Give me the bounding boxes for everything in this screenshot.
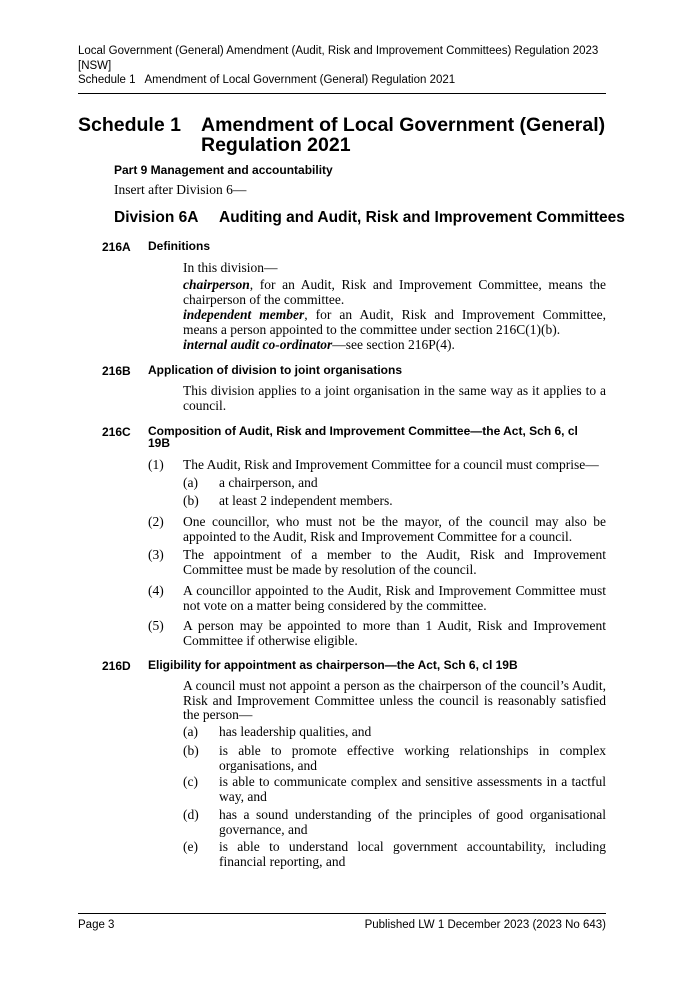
section-number: 216A <box>102 240 131 254</box>
subsection-number: (4) <box>148 583 164 598</box>
section-text: This division applies to a joint organisation in the same way as it applies to a council. <box>183 383 606 413</box>
section-intro: In this division— <box>183 260 278 275</box>
paragraph-letter: (c) <box>183 774 198 789</box>
paragraph-text: has leadership qualities, and <box>219 724 372 739</box>
section-title: Composition of Audit, Risk and Improvement Committee—the Act, Sch 6, cl 19B <box>148 424 578 450</box>
paragraph-text: at least 2 independent members. <box>219 493 393 508</box>
paragraph-text: is able to promote effective working relationships in complex organisations, and <box>219 743 606 773</box>
paragraph-text: is able to understand local government accountability, including financial reporting, and <box>219 839 606 869</box>
subsection-text: One councillor, who must not be the mayor, of the council may also be appointed to the Audit, Risk and Improvement Committee for a council. <box>183 514 606 544</box>
section-number: 216B <box>102 364 131 378</box>
paragraph-letter: (a) <box>183 475 198 490</box>
section-number: 216C <box>102 425 131 439</box>
page-number: Page 3 <box>78 919 115 931</box>
paragraph-text: has a sound understanding of the principles of good organisational governance, and <box>219 807 606 837</box>
header-schedule: Schedule 1 Amendment of Local Government (General) Regulation 2021 <box>78 74 456 87</box>
section-number: 216D <box>102 659 131 673</box>
section-text: A council must not appoint a person as the chairperson of the council’s Audit, Risk and Improvement Committee unless the council is reasonably satisfied the person— <box>183 678 606 722</box>
schedule-title: Amendment of Local Government (General) Regulation 2021 <box>201 114 606 156</box>
definition <box>183 278 606 307</box>
definition <box>183 338 606 353</box>
paragraph-text: a chairperson, and <box>219 475 318 490</box>
subsection-text: The Audit, Risk and Improvement Committee for a council must comprise— <box>183 457 599 472</box>
schedule-number: Schedule 1 <box>78 114 181 136</box>
header-jurisdiction: [NSW] <box>78 59 112 72</box>
subsection-number: (2) <box>148 514 164 529</box>
header-act-title: Local Government (General) Amendment (Audit, Risk and Improvement Committees) Regulation 2023 <box>78 45 599 57</box>
definition-term: internal audit co-ordinator <box>183 337 333 352</box>
footer-rule <box>78 913 606 914</box>
definition-term: chairperson <box>183 277 250 292</box>
paragraph-letter: (a) <box>183 724 198 739</box>
section-title: Definitions <box>148 239 210 253</box>
subsection-number: (1) <box>148 457 164 472</box>
section-title: Eligibility for appointment as chairperson—the Act, Sch 6, cl 19B <box>148 658 518 672</box>
paragraph-letter: (e) <box>183 839 198 854</box>
definition-text: —see section 216P(4). <box>332 337 455 352</box>
paragraph-letter: (b) <box>183 743 199 758</box>
insert-instruction: Insert after Division 6— <box>114 182 247 197</box>
division-number: Division 6A <box>114 209 199 226</box>
subsection-number: (3) <box>148 547 164 562</box>
paragraph-letter: (d) <box>183 807 199 822</box>
header-rule <box>78 93 606 94</box>
subsection-text: The appointment of a member to the Audit, Risk and Improvement Committee must be made by resolution of the council. <box>183 547 606 577</box>
part-heading: Part 9 Management and accountability <box>114 163 333 177</box>
division-title: Auditing and Audit, Risk and Improvement Committees <box>219 209 625 226</box>
running-header <box>78 44 606 88</box>
paragraph-letter: (b) <box>183 493 199 508</box>
subsection-text: A person may be appointed to more than 1 Audit, Risk and Improvement Committee if otherwise eligible. <box>183 618 606 648</box>
publication-note: Published LW 1 December 2023 (2023 No 643) <box>364 919 606 931</box>
definition-text: , for an Audit, Risk and Improvement Committee, means the chairperson of the committee. <box>183 277 606 307</box>
definition-text: , for an Audit, Risk and Improvement Committee, means a person appointed to the committee under section 216C(1)(b). <box>183 307 606 337</box>
definition-term: independent member <box>183 307 305 322</box>
subsection-number: (5) <box>148 618 164 633</box>
definition <box>183 308 606 337</box>
subsection-text: A councillor appointed to the Audit, Risk and Improvement Committee must not vote on a matter being considered by the committee. <box>183 583 606 613</box>
section-title: Application of division to joint organisations <box>148 363 402 377</box>
paragraph-text: is able to communicate complex and sensitive assessments in a tactful way, and <box>219 774 606 804</box>
